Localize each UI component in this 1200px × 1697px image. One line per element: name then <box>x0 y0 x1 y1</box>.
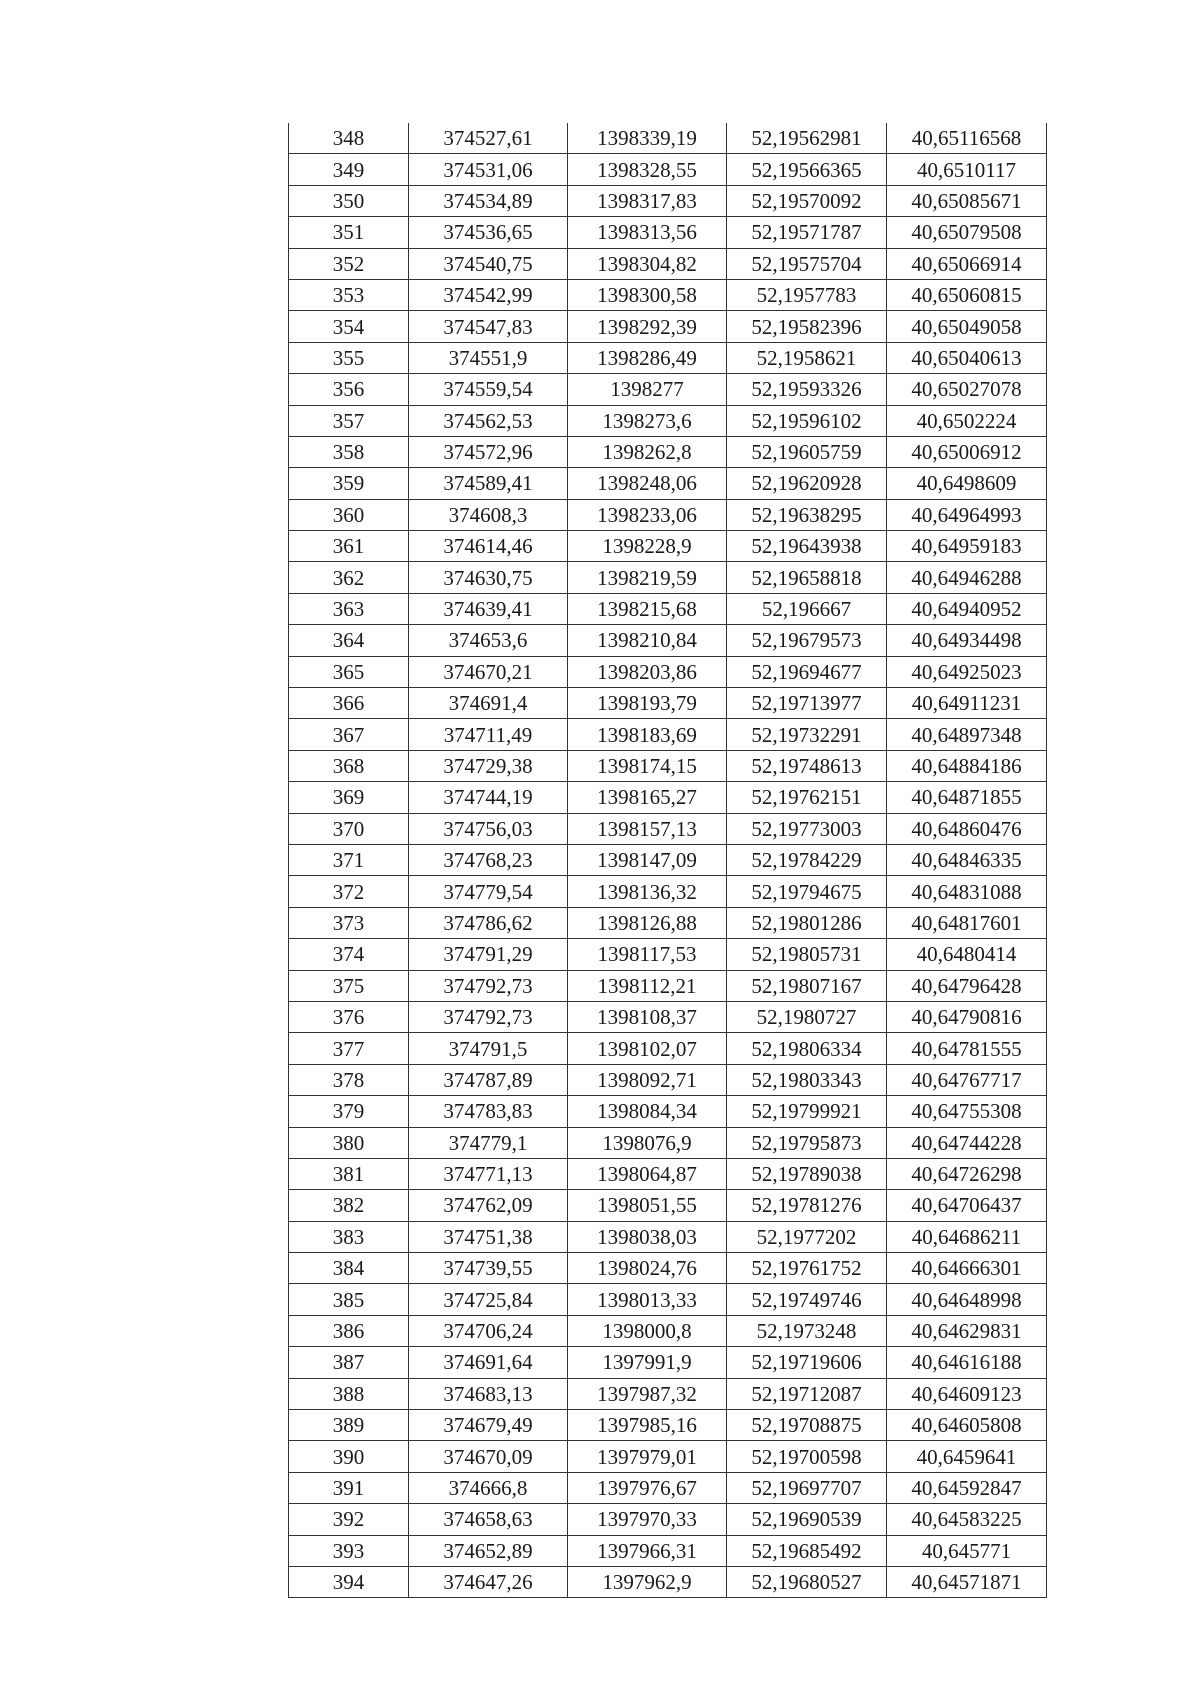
longitude-cell: 40,65027078 <box>887 374 1047 405</box>
longitude-cell: 40,64871855 <box>887 782 1047 813</box>
table-row <box>289 1127 1047 1158</box>
x-coordinate-cell: 374739,55 <box>409 1253 568 1284</box>
table-row <box>289 1190 1047 1221</box>
x-coordinate-cell: 374786,62 <box>409 907 568 938</box>
table-row <box>289 499 1047 530</box>
table-row <box>289 1472 1047 1503</box>
point-number-cell: 391 <box>289 1472 409 1503</box>
point-number-cell: 349 <box>289 154 409 185</box>
x-coordinate-cell: 374744,19 <box>409 782 568 813</box>
table-row <box>289 907 1047 938</box>
table-row <box>289 656 1047 687</box>
x-coordinate-cell: 374706,24 <box>409 1315 568 1346</box>
table-row <box>289 1504 1047 1535</box>
y-coordinate-cell: 1397970,33 <box>568 1504 727 1535</box>
longitude-cell: 40,65066914 <box>887 248 1047 279</box>
latitude-cell: 52,19761752 <box>727 1253 887 1284</box>
point-number-cell: 394 <box>289 1566 409 1597</box>
latitude-cell: 52,1957783 <box>727 279 887 310</box>
latitude-cell: 52,19762151 <box>727 782 887 813</box>
y-coordinate-cell: 1398126,88 <box>568 907 727 938</box>
table-row <box>289 405 1047 436</box>
latitude-cell: 52,196667 <box>727 593 887 624</box>
longitude-cell: 40,64781555 <box>887 1033 1047 1064</box>
latitude-cell: 52,19713977 <box>727 688 887 719</box>
x-coordinate-cell: 374534,89 <box>409 185 568 216</box>
y-coordinate-cell: 1397962,9 <box>568 1566 727 1597</box>
y-coordinate-cell: 1398313,56 <box>568 217 727 248</box>
point-number-cell: 361 <box>289 531 409 562</box>
latitude-cell: 52,19708875 <box>727 1410 887 1441</box>
longitude-cell: 40,64940952 <box>887 593 1047 624</box>
table-row <box>289 1535 1047 1566</box>
latitude-cell: 52,19571787 <box>727 217 887 248</box>
x-coordinate-cell: 374559,54 <box>409 374 568 405</box>
latitude-cell: 52,19712087 <box>727 1378 887 1409</box>
point-number-cell: 372 <box>289 876 409 907</box>
latitude-cell: 52,1958621 <box>727 342 887 373</box>
longitude-cell: 40,64616188 <box>887 1347 1047 1378</box>
x-coordinate-cell: 374608,3 <box>409 499 568 530</box>
point-number-cell: 365 <box>289 656 409 687</box>
latitude-cell: 52,19575704 <box>727 248 887 279</box>
point-number-cell: 387 <box>289 1347 409 1378</box>
table-row <box>289 1347 1047 1378</box>
y-coordinate-cell: 1398092,71 <box>568 1064 727 1095</box>
y-coordinate-cell: 1397987,32 <box>568 1378 727 1409</box>
table-row <box>289 782 1047 813</box>
longitude-cell: 40,64666301 <box>887 1253 1047 1284</box>
longitude-cell: 40,64592847 <box>887 1472 1047 1503</box>
point-number-cell: 350 <box>289 185 409 216</box>
longitude-cell: 40,64648998 <box>887 1284 1047 1315</box>
latitude-cell: 52,1973248 <box>727 1315 887 1346</box>
table-row <box>289 531 1047 562</box>
y-coordinate-cell: 1397966,31 <box>568 1535 727 1566</box>
point-number-cell: 388 <box>289 1378 409 1409</box>
table-row <box>289 813 1047 844</box>
point-number-cell: 393 <box>289 1535 409 1566</box>
point-number-cell: 359 <box>289 468 409 499</box>
table-row <box>289 1253 1047 1284</box>
longitude-cell: 40,645771 <box>887 1535 1047 1566</box>
latitude-cell: 52,19781276 <box>727 1190 887 1221</box>
y-coordinate-cell: 1398084,34 <box>568 1096 727 1127</box>
longitude-cell: 40,65116568 <box>887 123 1047 154</box>
point-number-cell: 358 <box>289 436 409 467</box>
y-coordinate-cell: 1398165,27 <box>568 782 727 813</box>
latitude-cell: 52,19803343 <box>727 1064 887 1095</box>
y-coordinate-cell: 1398102,07 <box>568 1033 727 1064</box>
coordinates-table <box>288 123 1047 1598</box>
table-row <box>289 279 1047 310</box>
point-number-cell: 373 <box>289 907 409 938</box>
point-number-cell: 362 <box>289 562 409 593</box>
y-coordinate-cell: 1398292,39 <box>568 311 727 342</box>
table-row <box>289 750 1047 781</box>
latitude-cell: 52,19593326 <box>727 374 887 405</box>
longitude-cell: 40,64884186 <box>887 750 1047 781</box>
point-number-cell: 360 <box>289 499 409 530</box>
longitude-cell: 40,64726298 <box>887 1158 1047 1189</box>
point-number-cell: 377 <box>289 1033 409 1064</box>
point-number-cell: 356 <box>289 374 409 405</box>
point-number-cell: 383 <box>289 1221 409 1252</box>
longitude-cell: 40,64706437 <box>887 1190 1047 1221</box>
longitude-cell: 40,64609123 <box>887 1378 1047 1409</box>
longitude-cell: 40,64796428 <box>887 970 1047 1001</box>
longitude-cell: 40,6480414 <box>887 939 1047 970</box>
latitude-cell: 52,19685492 <box>727 1535 887 1566</box>
latitude-cell: 52,19700598 <box>727 1441 887 1472</box>
coordinates-table-body <box>289 123 1047 1598</box>
table-row <box>289 1158 1047 1189</box>
latitude-cell: 52,19605759 <box>727 436 887 467</box>
x-coordinate-cell: 374791,5 <box>409 1033 568 1064</box>
y-coordinate-cell: 1398317,83 <box>568 185 727 216</box>
x-coordinate-cell: 374614,46 <box>409 531 568 562</box>
x-coordinate-cell: 374670,21 <box>409 656 568 687</box>
latitude-cell: 52,19805731 <box>727 939 887 970</box>
table-row <box>289 719 1047 750</box>
y-coordinate-cell: 1398300,58 <box>568 279 727 310</box>
table-row <box>289 1001 1047 1032</box>
y-coordinate-cell: 1398108,37 <box>568 1001 727 1032</box>
y-coordinate-cell: 1398328,55 <box>568 154 727 185</box>
table-row <box>289 436 1047 467</box>
x-coordinate-cell: 374572,96 <box>409 436 568 467</box>
point-number-cell: 375 <box>289 970 409 1001</box>
longitude-cell: 40,64790816 <box>887 1001 1047 1032</box>
table-row <box>289 625 1047 656</box>
longitude-cell: 40,64831088 <box>887 876 1047 907</box>
point-number-cell: 392 <box>289 1504 409 1535</box>
point-number-cell: 353 <box>289 279 409 310</box>
x-coordinate-cell: 374540,75 <box>409 248 568 279</box>
y-coordinate-cell: 1398304,82 <box>568 248 727 279</box>
x-coordinate-cell: 374679,49 <box>409 1410 568 1441</box>
longitude-cell: 40,65006912 <box>887 436 1047 467</box>
table-row <box>289 1315 1047 1346</box>
longitude-cell: 40,6459641 <box>887 1441 1047 1472</box>
x-coordinate-cell: 374725,84 <box>409 1284 568 1315</box>
longitude-cell: 40,64755308 <box>887 1096 1047 1127</box>
y-coordinate-cell: 1398219,59 <box>568 562 727 593</box>
y-coordinate-cell: 1398183,69 <box>568 719 727 750</box>
longitude-cell: 40,64946288 <box>887 562 1047 593</box>
latitude-cell: 52,19806334 <box>727 1033 887 1064</box>
table-row <box>289 1566 1047 1597</box>
y-coordinate-cell: 1398210,84 <box>568 625 727 656</box>
longitude-cell: 40,64925023 <box>887 656 1047 687</box>
point-number-cell: 385 <box>289 1284 409 1315</box>
longitude-cell: 40,64860476 <box>887 813 1047 844</box>
longitude-cell: 40,64605808 <box>887 1410 1047 1441</box>
x-coordinate-cell: 374711,49 <box>409 719 568 750</box>
y-coordinate-cell: 1398064,87 <box>568 1158 727 1189</box>
latitude-cell: 52,19638295 <box>727 499 887 530</box>
longitude-cell: 40,64846335 <box>887 844 1047 875</box>
latitude-cell: 52,19566365 <box>727 154 887 185</box>
latitude-cell: 52,19789038 <box>727 1158 887 1189</box>
x-coordinate-cell: 374691,4 <box>409 688 568 719</box>
y-coordinate-cell: 1398286,49 <box>568 342 727 373</box>
y-coordinate-cell: 1398228,9 <box>568 531 727 562</box>
y-coordinate-cell: 1398262,8 <box>568 436 727 467</box>
x-coordinate-cell: 374527,61 <box>409 123 568 154</box>
latitude-cell: 52,1977202 <box>727 1221 887 1252</box>
point-number-cell: 348 <box>289 123 409 154</box>
y-coordinate-cell: 1398273,6 <box>568 405 727 436</box>
table-row <box>289 311 1047 342</box>
table-row <box>289 562 1047 593</box>
table-row <box>289 1096 1047 1127</box>
x-coordinate-cell: 374792,73 <box>409 970 568 1001</box>
y-coordinate-cell: 1398174,15 <box>568 750 727 781</box>
x-coordinate-cell: 374791,29 <box>409 939 568 970</box>
y-coordinate-cell: 1397979,01 <box>568 1441 727 1472</box>
point-number-cell: 384 <box>289 1253 409 1284</box>
point-number-cell: 352 <box>289 248 409 279</box>
y-coordinate-cell: 1398215,68 <box>568 593 727 624</box>
x-coordinate-cell: 374658,63 <box>409 1504 568 1535</box>
point-number-cell: 376 <box>289 1001 409 1032</box>
longitude-cell: 40,64767717 <box>887 1064 1047 1095</box>
point-number-cell: 386 <box>289 1315 409 1346</box>
longitude-cell: 40,64964993 <box>887 499 1047 530</box>
longitude-cell: 40,64629831 <box>887 1315 1047 1346</box>
y-coordinate-cell: 1398117,53 <box>568 939 727 970</box>
y-coordinate-cell: 1398157,13 <box>568 813 727 844</box>
latitude-cell: 52,19794675 <box>727 876 887 907</box>
table-row <box>289 185 1047 216</box>
latitude-cell: 52,19620928 <box>727 468 887 499</box>
y-coordinate-cell: 1398038,03 <box>568 1221 727 1252</box>
latitude-cell: 52,19697707 <box>727 1472 887 1503</box>
longitude-cell: 40,65085671 <box>887 185 1047 216</box>
x-coordinate-cell: 374691,64 <box>409 1347 568 1378</box>
x-coordinate-cell: 374751,38 <box>409 1221 568 1252</box>
longitude-cell: 40,64934498 <box>887 625 1047 656</box>
point-number-cell: 378 <box>289 1064 409 1095</box>
x-coordinate-cell: 374547,83 <box>409 311 568 342</box>
x-coordinate-cell: 374589,41 <box>409 468 568 499</box>
y-coordinate-cell: 1398339,19 <box>568 123 727 154</box>
x-coordinate-cell: 374729,38 <box>409 750 568 781</box>
longitude-cell: 40,65060815 <box>887 279 1047 310</box>
y-coordinate-cell: 1397985,16 <box>568 1410 727 1441</box>
point-number-cell: 357 <box>289 405 409 436</box>
x-coordinate-cell: 374652,89 <box>409 1535 568 1566</box>
table-row <box>289 468 1047 499</box>
longitude-cell: 40,6510117 <box>887 154 1047 185</box>
latitude-cell: 52,19643938 <box>727 531 887 562</box>
table-row <box>289 1221 1047 1252</box>
table-row <box>289 970 1047 1001</box>
point-number-cell: 367 <box>289 719 409 750</box>
latitude-cell: 52,19773003 <box>727 813 887 844</box>
latitude-cell: 52,19784229 <box>727 844 887 875</box>
x-coordinate-cell: 374647,26 <box>409 1566 568 1597</box>
point-number-cell: 363 <box>289 593 409 624</box>
point-number-cell: 380 <box>289 1127 409 1158</box>
x-coordinate-cell: 374779,54 <box>409 876 568 907</box>
point-number-cell: 355 <box>289 342 409 373</box>
latitude-cell: 52,19570092 <box>727 185 887 216</box>
table-row <box>289 1441 1047 1472</box>
x-coordinate-cell: 374768,23 <box>409 844 568 875</box>
y-coordinate-cell: 1398248,06 <box>568 468 727 499</box>
table-row <box>289 374 1047 405</box>
longitude-cell: 40,64959183 <box>887 531 1047 562</box>
x-coordinate-cell: 374551,9 <box>409 342 568 373</box>
point-number-cell: 379 <box>289 1096 409 1127</box>
point-number-cell: 390 <box>289 1441 409 1472</box>
latitude-cell: 52,19679573 <box>727 625 887 656</box>
table-row <box>289 939 1047 970</box>
point-number-cell: 351 <box>289 217 409 248</box>
latitude-cell: 52,19658818 <box>727 562 887 593</box>
point-number-cell: 371 <box>289 844 409 875</box>
point-number-cell: 369 <box>289 782 409 813</box>
longitude-cell: 40,6502224 <box>887 405 1047 436</box>
y-coordinate-cell: 1397976,67 <box>568 1472 727 1503</box>
x-coordinate-cell: 374779,1 <box>409 1127 568 1158</box>
y-coordinate-cell: 1397991,9 <box>568 1347 727 1378</box>
longitude-cell: 40,65040613 <box>887 342 1047 373</box>
table-row <box>289 248 1047 279</box>
x-coordinate-cell: 374762,09 <box>409 1190 568 1221</box>
table-row <box>289 342 1047 373</box>
point-number-cell: 368 <box>289 750 409 781</box>
y-coordinate-cell: 1398000,8 <box>568 1315 727 1346</box>
x-coordinate-cell: 374666,8 <box>409 1472 568 1503</box>
y-coordinate-cell: 1398024,76 <box>568 1253 727 1284</box>
longitude-cell: 40,65079508 <box>887 217 1047 248</box>
table-row <box>289 593 1047 624</box>
x-coordinate-cell: 374542,99 <box>409 279 568 310</box>
y-coordinate-cell: 1398233,06 <box>568 499 727 530</box>
point-number-cell: 354 <box>289 311 409 342</box>
x-coordinate-cell: 374792,73 <box>409 1001 568 1032</box>
x-coordinate-cell: 374531,06 <box>409 154 568 185</box>
table-row <box>289 876 1047 907</box>
longitude-cell: 40,6498609 <box>887 468 1047 499</box>
x-coordinate-cell: 374536,65 <box>409 217 568 248</box>
longitude-cell: 40,64911231 <box>887 688 1047 719</box>
longitude-cell: 40,64744228 <box>887 1127 1047 1158</box>
y-coordinate-cell: 1398112,21 <box>568 970 727 1001</box>
point-number-cell: 364 <box>289 625 409 656</box>
latitude-cell: 52,19807167 <box>727 970 887 1001</box>
latitude-cell: 52,19719606 <box>727 1347 887 1378</box>
y-coordinate-cell: 1398147,09 <box>568 844 727 875</box>
latitude-cell: 52,1980727 <box>727 1001 887 1032</box>
latitude-cell: 52,19799921 <box>727 1096 887 1127</box>
y-coordinate-cell: 1398203,86 <box>568 656 727 687</box>
x-coordinate-cell: 374670,09 <box>409 1441 568 1472</box>
latitude-cell: 52,19596102 <box>727 405 887 436</box>
table-row <box>289 1410 1047 1441</box>
latitude-cell: 52,19694677 <box>727 656 887 687</box>
x-coordinate-cell: 374683,13 <box>409 1378 568 1409</box>
latitude-cell: 52,19749746 <box>727 1284 887 1315</box>
x-coordinate-cell: 374771,13 <box>409 1158 568 1189</box>
latitude-cell: 52,19582396 <box>727 311 887 342</box>
latitude-cell: 52,19795873 <box>727 1127 887 1158</box>
x-coordinate-cell: 374639,41 <box>409 593 568 624</box>
latitude-cell: 52,19562981 <box>727 123 887 154</box>
point-number-cell: 389 <box>289 1410 409 1441</box>
x-coordinate-cell: 374562,53 <box>409 405 568 436</box>
point-number-cell: 370 <box>289 813 409 844</box>
table-row <box>289 1284 1047 1315</box>
latitude-cell: 52,19690539 <box>727 1504 887 1535</box>
y-coordinate-cell: 1398076,9 <box>568 1127 727 1158</box>
y-coordinate-cell: 1398136,32 <box>568 876 727 907</box>
point-number-cell: 374 <box>289 939 409 970</box>
longitude-cell: 40,64897348 <box>887 719 1047 750</box>
longitude-cell: 40,64817601 <box>887 907 1047 938</box>
table-row <box>289 123 1047 154</box>
point-number-cell: 381 <box>289 1158 409 1189</box>
latitude-cell: 52,19732291 <box>727 719 887 750</box>
latitude-cell: 52,19801286 <box>727 907 887 938</box>
table-row <box>289 844 1047 875</box>
x-coordinate-cell: 374756,03 <box>409 813 568 844</box>
table-row <box>289 688 1047 719</box>
x-coordinate-cell: 374630,75 <box>409 562 568 593</box>
x-coordinate-cell: 374783,83 <box>409 1096 568 1127</box>
point-number-cell: 366 <box>289 688 409 719</box>
table-row <box>289 154 1047 185</box>
table-row <box>289 1064 1047 1095</box>
x-coordinate-cell: 374787,89 <box>409 1064 568 1095</box>
y-coordinate-cell: 1398193,79 <box>568 688 727 719</box>
y-coordinate-cell: 1398051,55 <box>568 1190 727 1221</box>
table-row <box>289 1033 1047 1064</box>
longitude-cell: 40,64571871 <box>887 1566 1047 1597</box>
x-coordinate-cell: 374653,6 <box>409 625 568 656</box>
longitude-cell: 40,64686211 <box>887 1221 1047 1252</box>
point-number-cell: 382 <box>289 1190 409 1221</box>
latitude-cell: 52,19748613 <box>727 750 887 781</box>
y-coordinate-cell: 1398013,33 <box>568 1284 727 1315</box>
longitude-cell: 40,65049058 <box>887 311 1047 342</box>
latitude-cell: 52,19680527 <box>727 1566 887 1597</box>
longitude-cell: 40,64583225 <box>887 1504 1047 1535</box>
table-row <box>289 1378 1047 1409</box>
y-coordinate-cell: 1398277 <box>568 374 727 405</box>
table-row <box>289 217 1047 248</box>
